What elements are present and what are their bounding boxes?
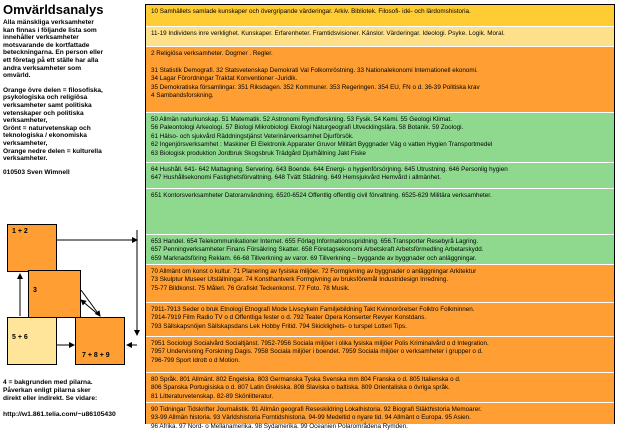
list-row-64: 64 Hushåll. 641- 642 Mattagning. Servering. 643 Boende. 644 Energi- o hygienförsörjning. 645 Utrustning. 646 Personlig hygien 647 Hushållsekonomi Fastighetsförvaltning. 648 Tvätt Städning. 649 Hemsjukvård Hemvård i allmänhet. xyxy=(146,163,614,189)
page-title: Omvärldsanalys xyxy=(3,2,104,17)
diagram-box-1-2: 1 + 2 xyxy=(7,224,57,272)
diagram-box-7-8-9: 7 + 8 + 9 xyxy=(75,317,125,365)
list-row-653-69: 653 Handel. 654 Telekommunikationer Internet. 655 Förlag Informationsspridning. 656.Transporter Resebyrå Lagring. 657 Penningverksamheter Finans Försäkring Skatter. 658 Företagsekonomi Arbetskraft Arbetsförmedling Arbetarskydd. 659 Marknadsföring Reklam. 66-68 Tillverkning av varor. 69 Tillverkning – byggande av byggnader och anläggningar. xyxy=(146,235,614,265)
list-row-65: 651 Kontorsverksamheter Datoranvändning. 6520-6524 Offentlig offentlig civil förvaltning. 6525-629 Militära verksamheter. xyxy=(146,189,614,235)
diagram-box-5-6: 5 + 6 xyxy=(7,317,57,365)
reference-link[interactable]: http://w1.861.telia.com/~u86105430 xyxy=(3,411,116,418)
list-row-90-99: 90 Tidningar Tidskrifter Journalistik. 91 Allmän geografi Reseskildring Lokalhistoria. 92 Biografi Släkthistoria Memoarer. 93-99 Allmän historia. 93 Världshistoria Forntidshistoria. 94-99 Medeltid o nyare tid. 94 Allmänt o Europa. 95 Asien. 96 Afrika. 97 Nord- o Mellanamerika. 98 Sydamerika. 99 Oceanien Polarområdena Rymden. xyxy=(146,403,614,425)
list-row-70-78: 70 Allmänt om konst o kultur. 71 Planering av fysiska miljöer. 72 Formgivning av byggnader o anläggningar Arkitektur 73 Skulptur Museer Utställningar. 74 Konsthantverk Formgivning av bruksföremål Industridesign Inredning. 75-77 Bildkonst. 75 Måleri. 76 Grafiskt Teckenkonst. 77 Foto. 78 Musik. xyxy=(146,265,614,303)
intro-text: Alla mänskliga verksamheter kan finnas i följande lista som innehåller verksamheter motsvarande de kortfattade beteckningarna. En person eller ett företag på ett ställe har alla andra verksamheter som omvärld. xyxy=(3,19,104,80)
list-row-11-19: 11-19 Individens inre verklighet. Kunskaper. Erfarenheter. Framtidsvisioner. Känslor. Värderingar. Ideologi. Psyke. Logik. Moral. xyxy=(146,27,614,47)
list-row-791-794: 7911-7913 Seder o bruk Etnologi Etnografi Mode Livscykeln Familjebildning Takt Kvinnorörelser Folktro Folkminnen. 7914-7919 Film Radio TV o d Offentliga fester o d. 792 Teater Opera Konserter Revyer Konstdans. 793 Sällskapsnöjen Sällskapsdans Lek Hobby Fritid. 794 Skicklighets- o turspel Lotteri Tips. xyxy=(146,303,614,337)
date-author: 010503 Sven Wimnell xyxy=(3,168,70,176)
list-row-50-63: 50 Allmän naturkunskap. 51 Matematik. 52 Astronomi Rymdforskning. 53 Fysik. 54 Kemi. 55 Geologi Klimat. 56 Paleontologi Arkeologi. 57 Biologi Mikrobiologi Ekologi Naturgeografi Utvecklingslära. 58 Botanik. 59 Zoologi. 61 Hälso- och sjukvård Räddningstjänst Veterinärverksamhet Djurförsök. 62 Ingenjörsverksamhet : Maskiner El Elektronik Apparater Gruvor Militärt Byggnader Väg o vatten Hygien Transportmedel 63 Biologisk produktion Jordbruk Skogsbruk Trädgård Djurhållning Jakt Fiske xyxy=(146,113,614,163)
list-row-10: 10 Samhällets samlade kunskaper och övergripande värderingar. Arkiv. Bibliotek. Filosofi- idé- och lärdomshistoria. xyxy=(146,5,614,27)
list-row-80-89: 80 Språk. 801 Allmänt. 802 Engelska. 803 Germanska Tyska Svenska mm 804 Franska o d. 805 Italienska o d. 806 Spanska Portugisiska o d. 807 Latin Grekiska. 808 Slaviska o baltiska. 809 Orientaliska o övriga språk. 81 Litteraturvetenskap. 82-89 Skönlitteratur. xyxy=(146,373,614,403)
legend-text: Orange övre delen = filosofiska, psykologiska och religiösa verksamheter samt politiska vetenskaper och politiska verksamheter, Grönt = naturvetenskap och teknologiska / ekonomiska verksamheter, Orange nedre delen = kulturella verksamheter. xyxy=(3,86,103,163)
activity-list-panel xyxy=(145,4,615,430)
list-row-795-799: 7951 Sociologi Socialvård Socialtjänst. 7952-7956 Sociala miljöer i olika fysiska miljöer Polis Kriminalvård o d Integration. 7957 Undervisning Forskning Dagis. 7958 Sociala miljöer i boendet. 7959 Sociala miljöer o verksamheter i grupper o d. 796-799 Sport Idrott o d Motion. xyxy=(146,337,614,373)
list-row-2-4: 2 Religiösa verksamheter. Dogmer . Regler. 31 Statistik Demografi. 32 Statsvetenskap Demokrati Val Folkomröstning. 33 Nationalekonomi Internationell ekonomi. 34 Lagar Förordningar Traktat Konventioner -Juridik. 35 Demokratiska församlingar. 351 Riksdagen. 352 Kommuner. 353 Regeringen. 354 EU, FN o d. 36-39 Politiska krav 4 Sambandsforskning. xyxy=(146,47,614,113)
note-text: 4 = bakgrunden med pilarna. Påverkan enligt pilarna sker direkt eller indirekt. Se vidare: xyxy=(3,379,98,402)
diagram-box-3: 3 xyxy=(28,270,81,318)
